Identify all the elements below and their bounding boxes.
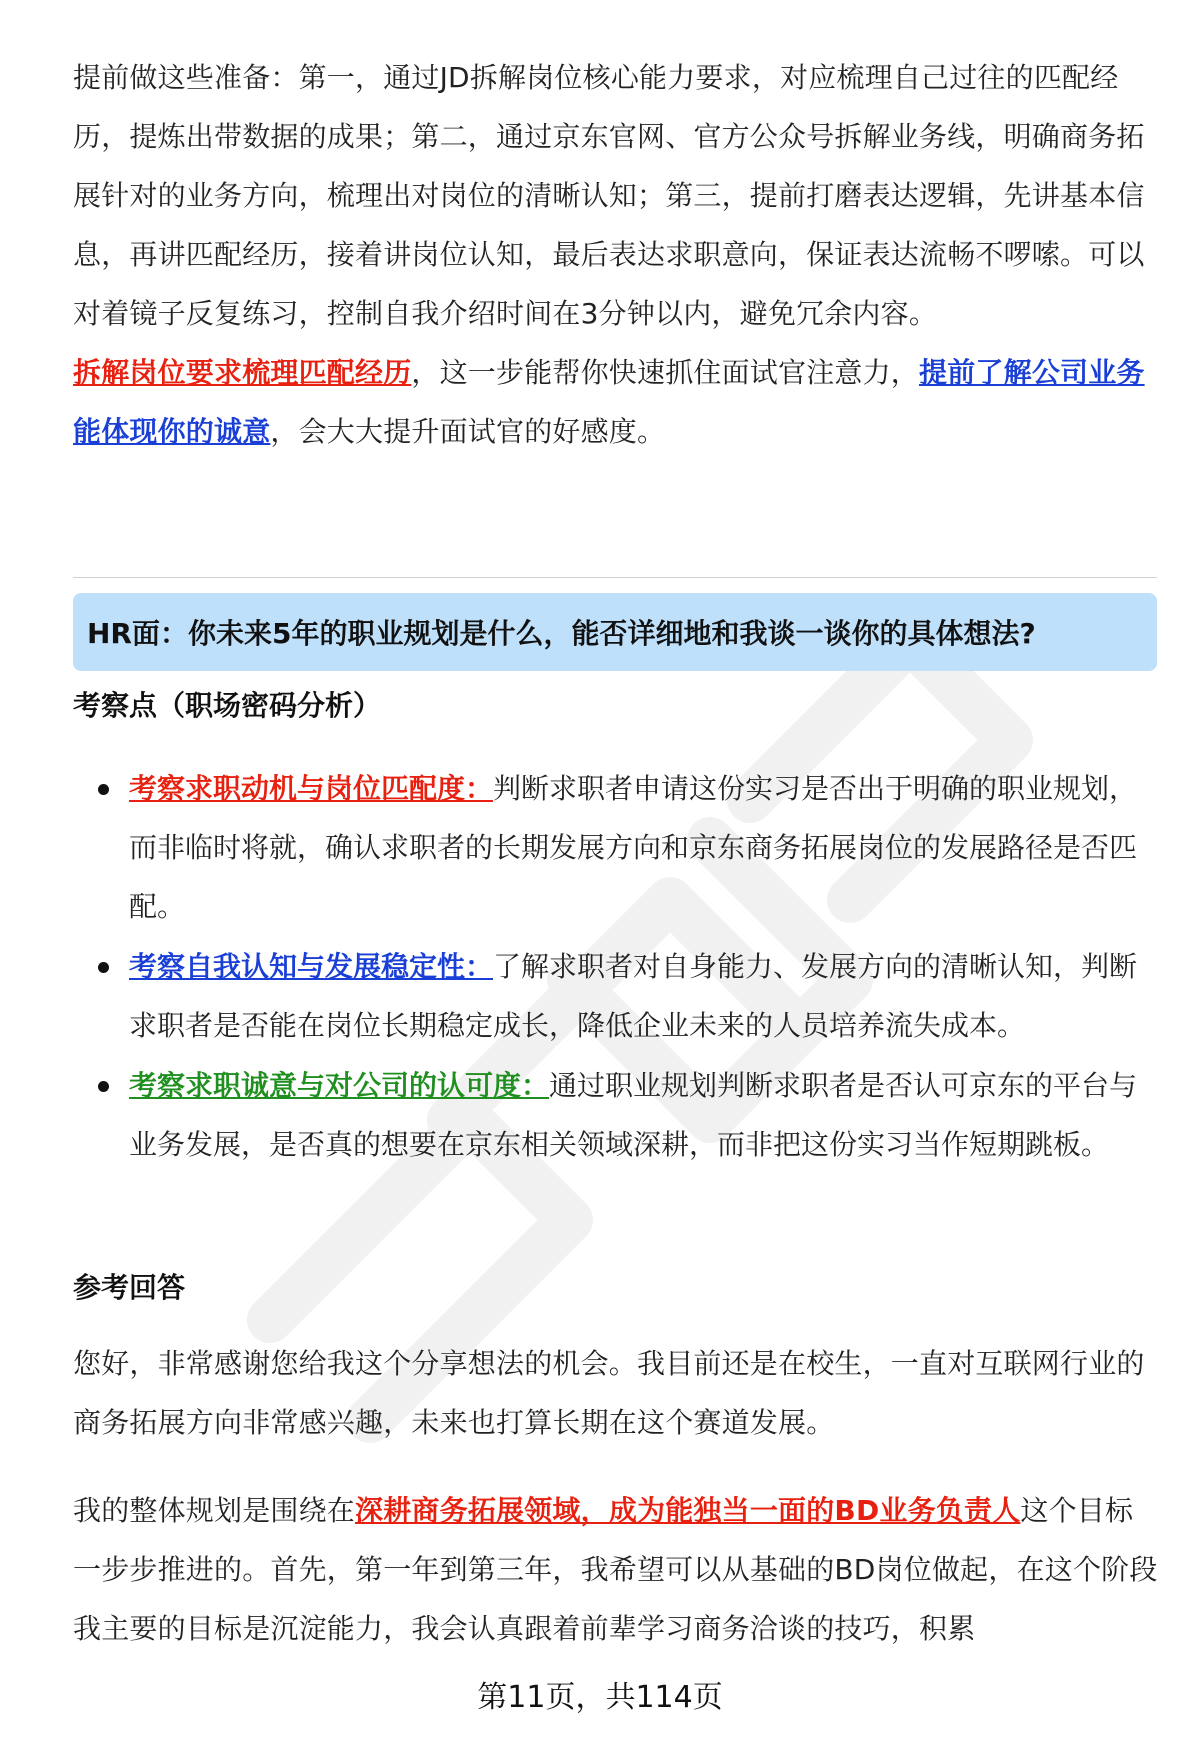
- list-item: [73, 937, 1159, 1055]
- bullet-dot-icon: [98, 784, 109, 795]
- summary-highlight-red: 拆解岗位要求梳理匹配经历: [73, 356, 412, 389]
- bullet-dot-icon: [98, 962, 109, 973]
- bullet-text: 通过职业规划判断求职者是否认可京东的平台与业务发展，是否真的想要在京东相关领域深耕，而非把这份实习当作短期跳板。: [129, 1069, 1138, 1161]
- bullet-label: 考察求职动机与岗位匹配度：: [129, 772, 494, 805]
- summary-highlight-blue: 提前了解公司业务能体现你的诚意: [73, 356, 1145, 448]
- answer-heading: 参考回答: [73, 1271, 186, 1304]
- list-item: [73, 1056, 1159, 1174]
- analysis-heading: 考察点（职场密码分析）: [73, 689, 382, 722]
- page-footer: 第11页，共114页: [477, 1680, 723, 1715]
- bullet-label: 考察自我认知与发展稳定性：: [129, 950, 494, 983]
- answer-paragraph-1: 您好，非常感谢您给我这个分享想法的机会。我目前还是在校生，一直对互联网行业的商务拓展方向非常感兴趣，未来也打算长期在这个赛道发展。: [73, 1347, 1145, 1439]
- question-text: HR面：你未来5年的职业规划是什么，能否详细地和我谈一谈你的具体想法?: [87, 617, 1036, 650]
- answer-paragraph-2: [73, 1481, 1159, 1658]
- summary-text-1: ，这一步能帮你快速抓住面试官注意力，: [411, 356, 920, 389]
- answer-text-post: 这个目标一步步推进的。首先，第一年到第三年，我希望可以从基础的BD岗位做起，在这个阶段我主要的目标是沉淀能力，我会认真跟着前辈学习商务洽谈的技巧，积累: [73, 1494, 1158, 1645]
- intro-paragraph: 提前做这些准备：第一，通过JD拆解岗位核心能力要求，对应梳理自己过往的匹配经历，提炼出带数据的成果；第二，通过京东官网、官方公众号拆解业务线，明确商务拓展针对的业务方向，梳理出对岗位的清晰认知；第三，提前打磨表达逻辑，先讲基本信息，再讲匹配经历，接着讲岗位认知，最后表达求职意向，保证表达流畅不啰嗦。可以对着镜子反复练习，控制自我介绍时间在3分钟以内，避免冗余内容。: [73, 61, 1145, 330]
- bullet-text: 判断求职者申请这份实习是否出于明确的职业规划，而非临时将就，确认求职者的长期发展方向和京东商务拓展岗位的发展路径是否匹配。: [129, 772, 1138, 923]
- section-divider: [73, 577, 1157, 578]
- bullet-label: 考察求职诚意与对公司的认可度：: [129, 1069, 550, 1102]
- summary-paragraph: [73, 343, 1159, 461]
- summary-text-2: ，会大大提升面试官的好感度。: [270, 415, 666, 448]
- answer-highlight: 深耕商务拓展领域，成为能独当一面的BD业务负责人: [355, 1494, 1021, 1527]
- question-box: [73, 593, 1157, 671]
- bullet-text: 了解求职者对自身能力、发展方向的清晰认知，判断求职者是否能在岗位长期稳定成长，降低企业未来的人员培养流失成本。: [129, 950, 1138, 1042]
- analysis-list: [73, 759, 1159, 1174]
- answer-text-pre: 我的整体规划是围绕在: [73, 1494, 356, 1527]
- list-item: [73, 759, 1159, 936]
- bullet-dot-icon: [98, 1081, 109, 1092]
